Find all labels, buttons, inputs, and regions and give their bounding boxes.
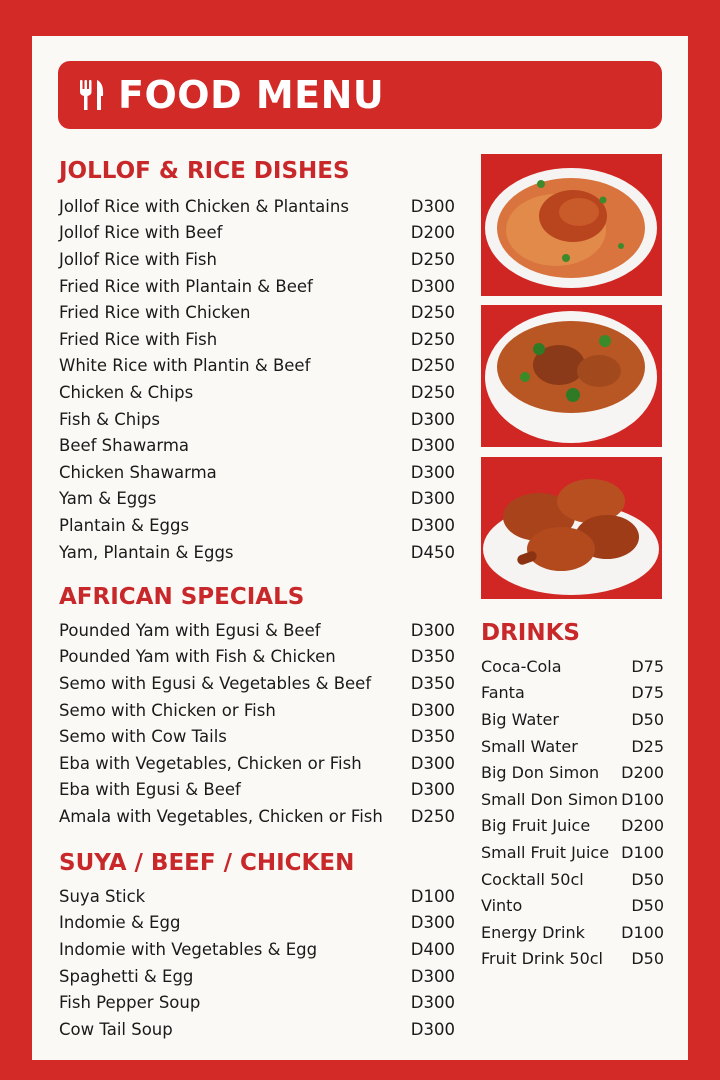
- item-price: D200: [410, 223, 455, 243]
- item-name: Fried Rice with Plantain & Beef: [59, 276, 313, 296]
- item-price: D100: [621, 922, 664, 942]
- section-title-suya: SUYA / BEEF / CHICKEN: [59, 850, 355, 876]
- item-price: D300: [410, 409, 455, 429]
- header-banner: [58, 61, 662, 129]
- item-price: D350: [410, 727, 455, 747]
- item-price: D450: [410, 542, 455, 562]
- item-name: Energy Drink: [481, 922, 585, 942]
- menu-item: [59, 697, 455, 724]
- menu-item: [59, 539, 455, 566]
- menu-item: [481, 919, 664, 946]
- item-name: Small Water: [481, 736, 578, 756]
- item-name: Eba with Vegetables, Chicken or Fish: [59, 753, 362, 773]
- section-title-jollof: JOLLOF & RICE DISHES: [59, 158, 350, 184]
- item-name: Jollof Rice with Chicken & Plantains: [59, 196, 349, 216]
- item-name: Amala with Vegetables, Chicken or Fish: [59, 806, 383, 826]
- menu-item: [59, 1016, 455, 1043]
- item-name: Fruit Drink 50cl: [481, 949, 603, 969]
- item-name: Pounded Yam with Fish & Chicken: [59, 647, 336, 667]
- menu-item: [59, 723, 455, 750]
- menu-item: [59, 273, 455, 300]
- item-price: D50: [631, 949, 664, 969]
- item-price: D300: [410, 489, 455, 509]
- item-name: Semo with Egusi & Vegetables & Beef: [59, 673, 372, 693]
- menu-item: [59, 459, 455, 486]
- item-name: Coca-Cola: [481, 656, 562, 676]
- item-price: D75: [631, 656, 664, 676]
- item-price: D300: [410, 620, 455, 640]
- item-name: Fried Rice with Chicken: [59, 303, 251, 323]
- menu-item: [59, 803, 455, 830]
- menu-item: [59, 670, 455, 697]
- item-name: Big Fruit Juice: [481, 816, 591, 836]
- item-price: D100: [621, 842, 664, 862]
- item-name: Yam, Plantain & Eggs: [59, 542, 234, 562]
- item-name: Fried Rice with Fish: [59, 329, 218, 349]
- item-name: Cocktall 50cl: [481, 869, 584, 889]
- menu-item: [59, 617, 455, 644]
- item-name: Pounded Yam with Egusi & Beef: [59, 620, 321, 640]
- menu-item: [59, 512, 455, 539]
- item-price: D300: [410, 913, 455, 933]
- item-price: D300: [410, 780, 455, 800]
- menu-item: [59, 910, 455, 937]
- section-title-drinks: DRINKS: [481, 620, 580, 646]
- african-list: [59, 617, 455, 830]
- menu-item: [481, 813, 664, 840]
- menu-item: [481, 653, 664, 680]
- jollof-rice-with-chicken-photo: [481, 154, 662, 296]
- item-name: Fanta: [481, 683, 525, 703]
- menu-item: [481, 759, 664, 786]
- menu-item: [59, 246, 455, 273]
- item-price: D100: [621, 789, 664, 809]
- stew-photo: [481, 305, 662, 447]
- item-price: D300: [410, 700, 455, 720]
- item-price: D250: [410, 806, 455, 826]
- drinks-list: [481, 653, 664, 972]
- menu-item: [481, 892, 664, 919]
- section-title-african: AFRICAN SPECIALS: [59, 584, 305, 610]
- suya-list: [59, 883, 455, 1043]
- item-price: D75: [631, 683, 664, 703]
- fork-knife-icon: [78, 78, 106, 112]
- item-name: Eba with Egusi & Beef: [59, 780, 241, 800]
- item-name: Indomie & Egg: [59, 913, 181, 933]
- menu-item: [59, 193, 455, 220]
- item-name: Yam & Eggs: [59, 489, 157, 509]
- item-price: D50: [631, 709, 664, 729]
- item-price: D200: [621, 816, 664, 836]
- menu-item: [59, 326, 455, 353]
- item-price: D250: [410, 329, 455, 349]
- item-price: D300: [410, 436, 455, 456]
- item-price: D300: [410, 993, 455, 1013]
- menu-item: [59, 644, 455, 671]
- item-name: Cow Tail Soup: [59, 1019, 173, 1039]
- item-price: D300: [410, 1019, 455, 1039]
- item-name: Jollof Rice with Beef: [59, 223, 223, 243]
- menu-item: [481, 680, 664, 707]
- item-name: Big Don Simon: [481, 763, 600, 783]
- menu-item: [59, 432, 455, 459]
- menu-item: [481, 866, 664, 893]
- item-name: Chicken & Chips: [59, 382, 194, 402]
- item-price: D300: [410, 753, 455, 773]
- menu-card: [32, 36, 688, 1060]
- menu-item: [481, 786, 664, 813]
- item-name: Small Don Simon: [481, 789, 618, 809]
- item-name: Indomie with Vegetables & Egg: [59, 939, 318, 959]
- menu-item: [59, 963, 455, 990]
- item-price: D50: [631, 869, 664, 889]
- menu-item: [59, 989, 455, 1016]
- menu-item: [59, 379, 455, 406]
- jollof-list: [59, 193, 455, 565]
- menu-item: [59, 750, 455, 777]
- menu-item: [481, 733, 664, 760]
- item-name: Semo with Chicken or Fish: [59, 700, 276, 720]
- item-price: D250: [410, 303, 455, 323]
- item-name: Plantain & Eggs: [59, 515, 190, 535]
- item-name: Spaghetti & Egg: [59, 966, 194, 986]
- item-price: D25: [631, 736, 664, 756]
- item-name: Beef Shawarma: [59, 436, 190, 456]
- menu-item: [59, 406, 455, 433]
- item-price: D400: [410, 939, 455, 959]
- item-price: D300: [410, 196, 455, 216]
- item-name: Suya Stick: [59, 886, 146, 906]
- item-price: D300: [410, 276, 455, 296]
- item-price: D100: [410, 886, 455, 906]
- item-name: Fish Pepper Soup: [59, 993, 201, 1013]
- item-price: D350: [410, 647, 455, 667]
- page-title: FOOD MENU: [118, 73, 385, 117]
- item-price: D350: [410, 673, 455, 693]
- item-price: D250: [410, 249, 455, 269]
- fried-chicken-photo: [481, 457, 662, 599]
- menu-item: [481, 839, 664, 866]
- item-name: Vinto: [481, 896, 523, 916]
- item-price: D300: [410, 462, 455, 482]
- menu-item: [59, 353, 455, 380]
- item-price: D200: [621, 763, 664, 783]
- item-price: D50: [631, 896, 664, 916]
- menu-item: [59, 299, 455, 326]
- item-price: D300: [410, 966, 455, 986]
- item-price: D250: [410, 356, 455, 376]
- item-name: Jollof Rice with Fish: [59, 249, 217, 269]
- menu-item: [481, 706, 664, 733]
- menu-item: [59, 883, 455, 910]
- item-price: D300: [410, 515, 455, 535]
- menu-item: [59, 486, 455, 513]
- item-name: Fish & Chips: [59, 409, 160, 429]
- menu-item: [59, 220, 455, 247]
- menu-item: [59, 936, 455, 963]
- item-name: Chicken Shawarma: [59, 462, 217, 482]
- item-price: D250: [410, 382, 455, 402]
- item-name: Big Water: [481, 709, 559, 729]
- item-name: Semo with Cow Tails: [59, 727, 227, 747]
- item-name: Small Fruit Juice: [481, 842, 610, 862]
- menu-item: [59, 777, 455, 804]
- item-name: White Rice with Plantin & Beef: [59, 356, 311, 376]
- menu-item: [481, 946, 664, 973]
